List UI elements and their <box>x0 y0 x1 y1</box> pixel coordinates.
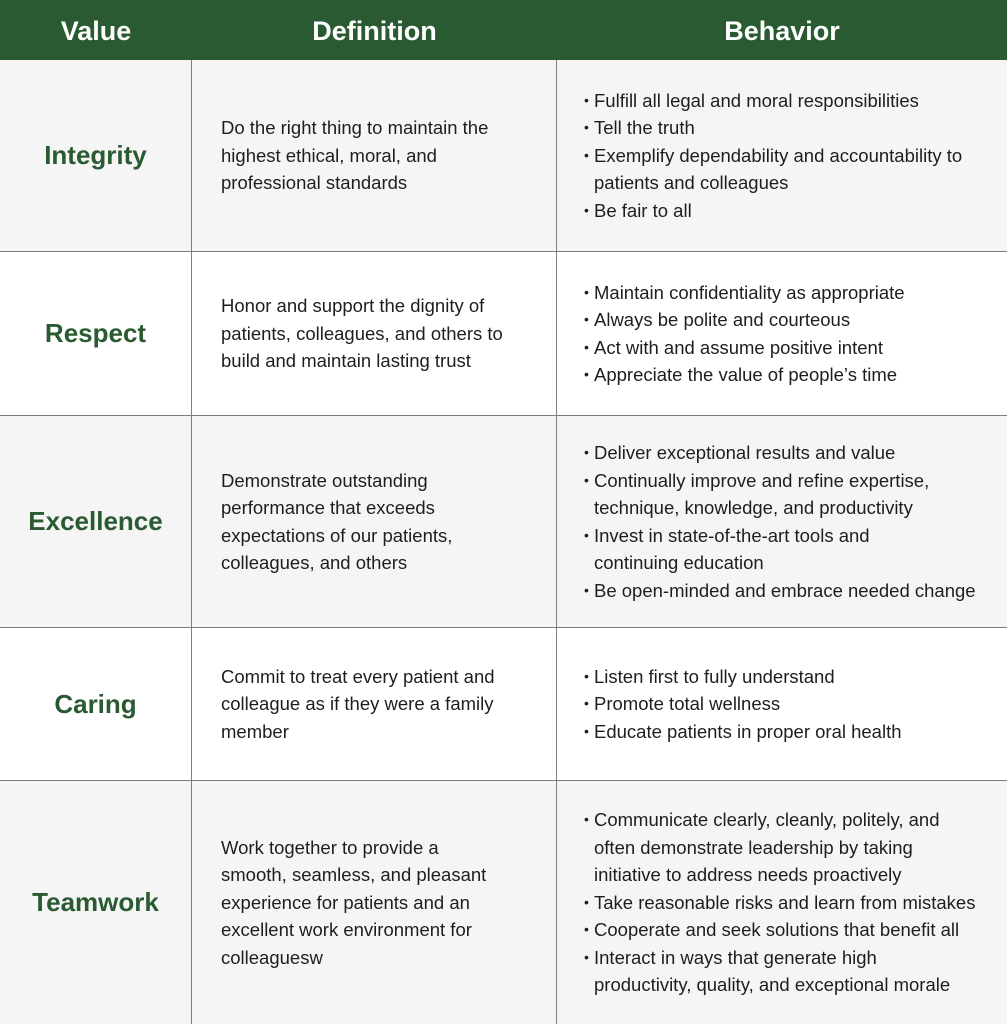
value-label: Caring <box>54 688 137 719</box>
behavior-list <box>584 87 969 225</box>
behavior-item: • Fulfill all legal and moral responsibilities <box>584 87 969 115</box>
value-label: Teamwork <box>32 887 159 917</box>
behavior-item: • Be fair to all <box>584 197 969 225</box>
header-value: Value <box>60 16 132 46</box>
definition-text: Work together to provide a smooth, seamless, and pleasant experience for patients and an excellent work environment for colleaguesw <box>221 836 487 968</box>
behavior-list <box>584 279 905 389</box>
table-row <box>0 416 1007 628</box>
behavior-item: • Promote total wellness <box>584 690 902 718</box>
behavior-item: • Educate patients in proper oral health <box>584 718 902 746</box>
definition-text: Commit to treat every patient and colleague as if they were a family member <box>221 665 495 742</box>
behavior-item: • Tell the truth <box>584 114 969 142</box>
header-definition: Definition <box>312 16 437 46</box>
behavior-item: • Exemplify dependability and accountability to patients and colleagues <box>584 142 969 197</box>
behavior-item: • Maintain confidentiality as appropriate <box>584 279 905 307</box>
definition-text: Honor and support the dignity of patients, colleagues, and others to build and maintain lasting trust <box>221 295 503 372</box>
behavior-item: • Listen first to fully understand <box>584 663 902 691</box>
behavior-list <box>584 806 979 999</box>
table-row <box>0 60 1007 252</box>
behavior-item: • Deliver exceptional results and value <box>584 439 996 467</box>
behavior-item: • Take reasonable risks and learn from mistakes <box>584 889 979 917</box>
header-behavior: Behavior <box>724 16 840 46</box>
behavior-item: • Appreciate the value of people’s time <box>584 361 905 389</box>
behavior-item: • Communicate clearly, cleanly, politely, and often demonstrate leadership by taking initiative to address needs proactively <box>584 806 979 889</box>
table-row <box>0 628 1007 781</box>
definition-text: Demonstrate outstanding performance that exceeds expectations of our patients, colleagues, and others <box>221 469 453 573</box>
behavior-item: • Always be polite and courteous <box>584 306 905 334</box>
behavior-item: • Act with and assume positive intent <box>584 334 905 362</box>
behavior-item: • Cooperate and seek solutions that benefit all <box>584 916 979 944</box>
table-row <box>0 781 1007 1024</box>
value-label: Integrity <box>44 140 147 170</box>
behavior-item: • Invest in state-of-the-art tools and continuing education <box>584 522 914 577</box>
table-header <box>0 0 1007 60</box>
value-label: Excellence <box>28 506 163 536</box>
behavior-list <box>584 663 902 746</box>
behavior-list <box>584 439 996 604</box>
behavior-item: • Be open-minded and embrace needed change <box>584 577 996 605</box>
behavior-item: • Interact in ways that generate high productivity, quality, and exceptional morale <box>584 944 979 999</box>
value-label: Respect <box>44 318 147 348</box>
behavior-item: • Continually improve and refine expertise, technique, knowledge, and productivity <box>584 467 964 522</box>
table-row <box>0 252 1007 416</box>
definition-text: Do the right thing to maintain the highest ethical, moral, and professional standards <box>221 117 489 194</box>
